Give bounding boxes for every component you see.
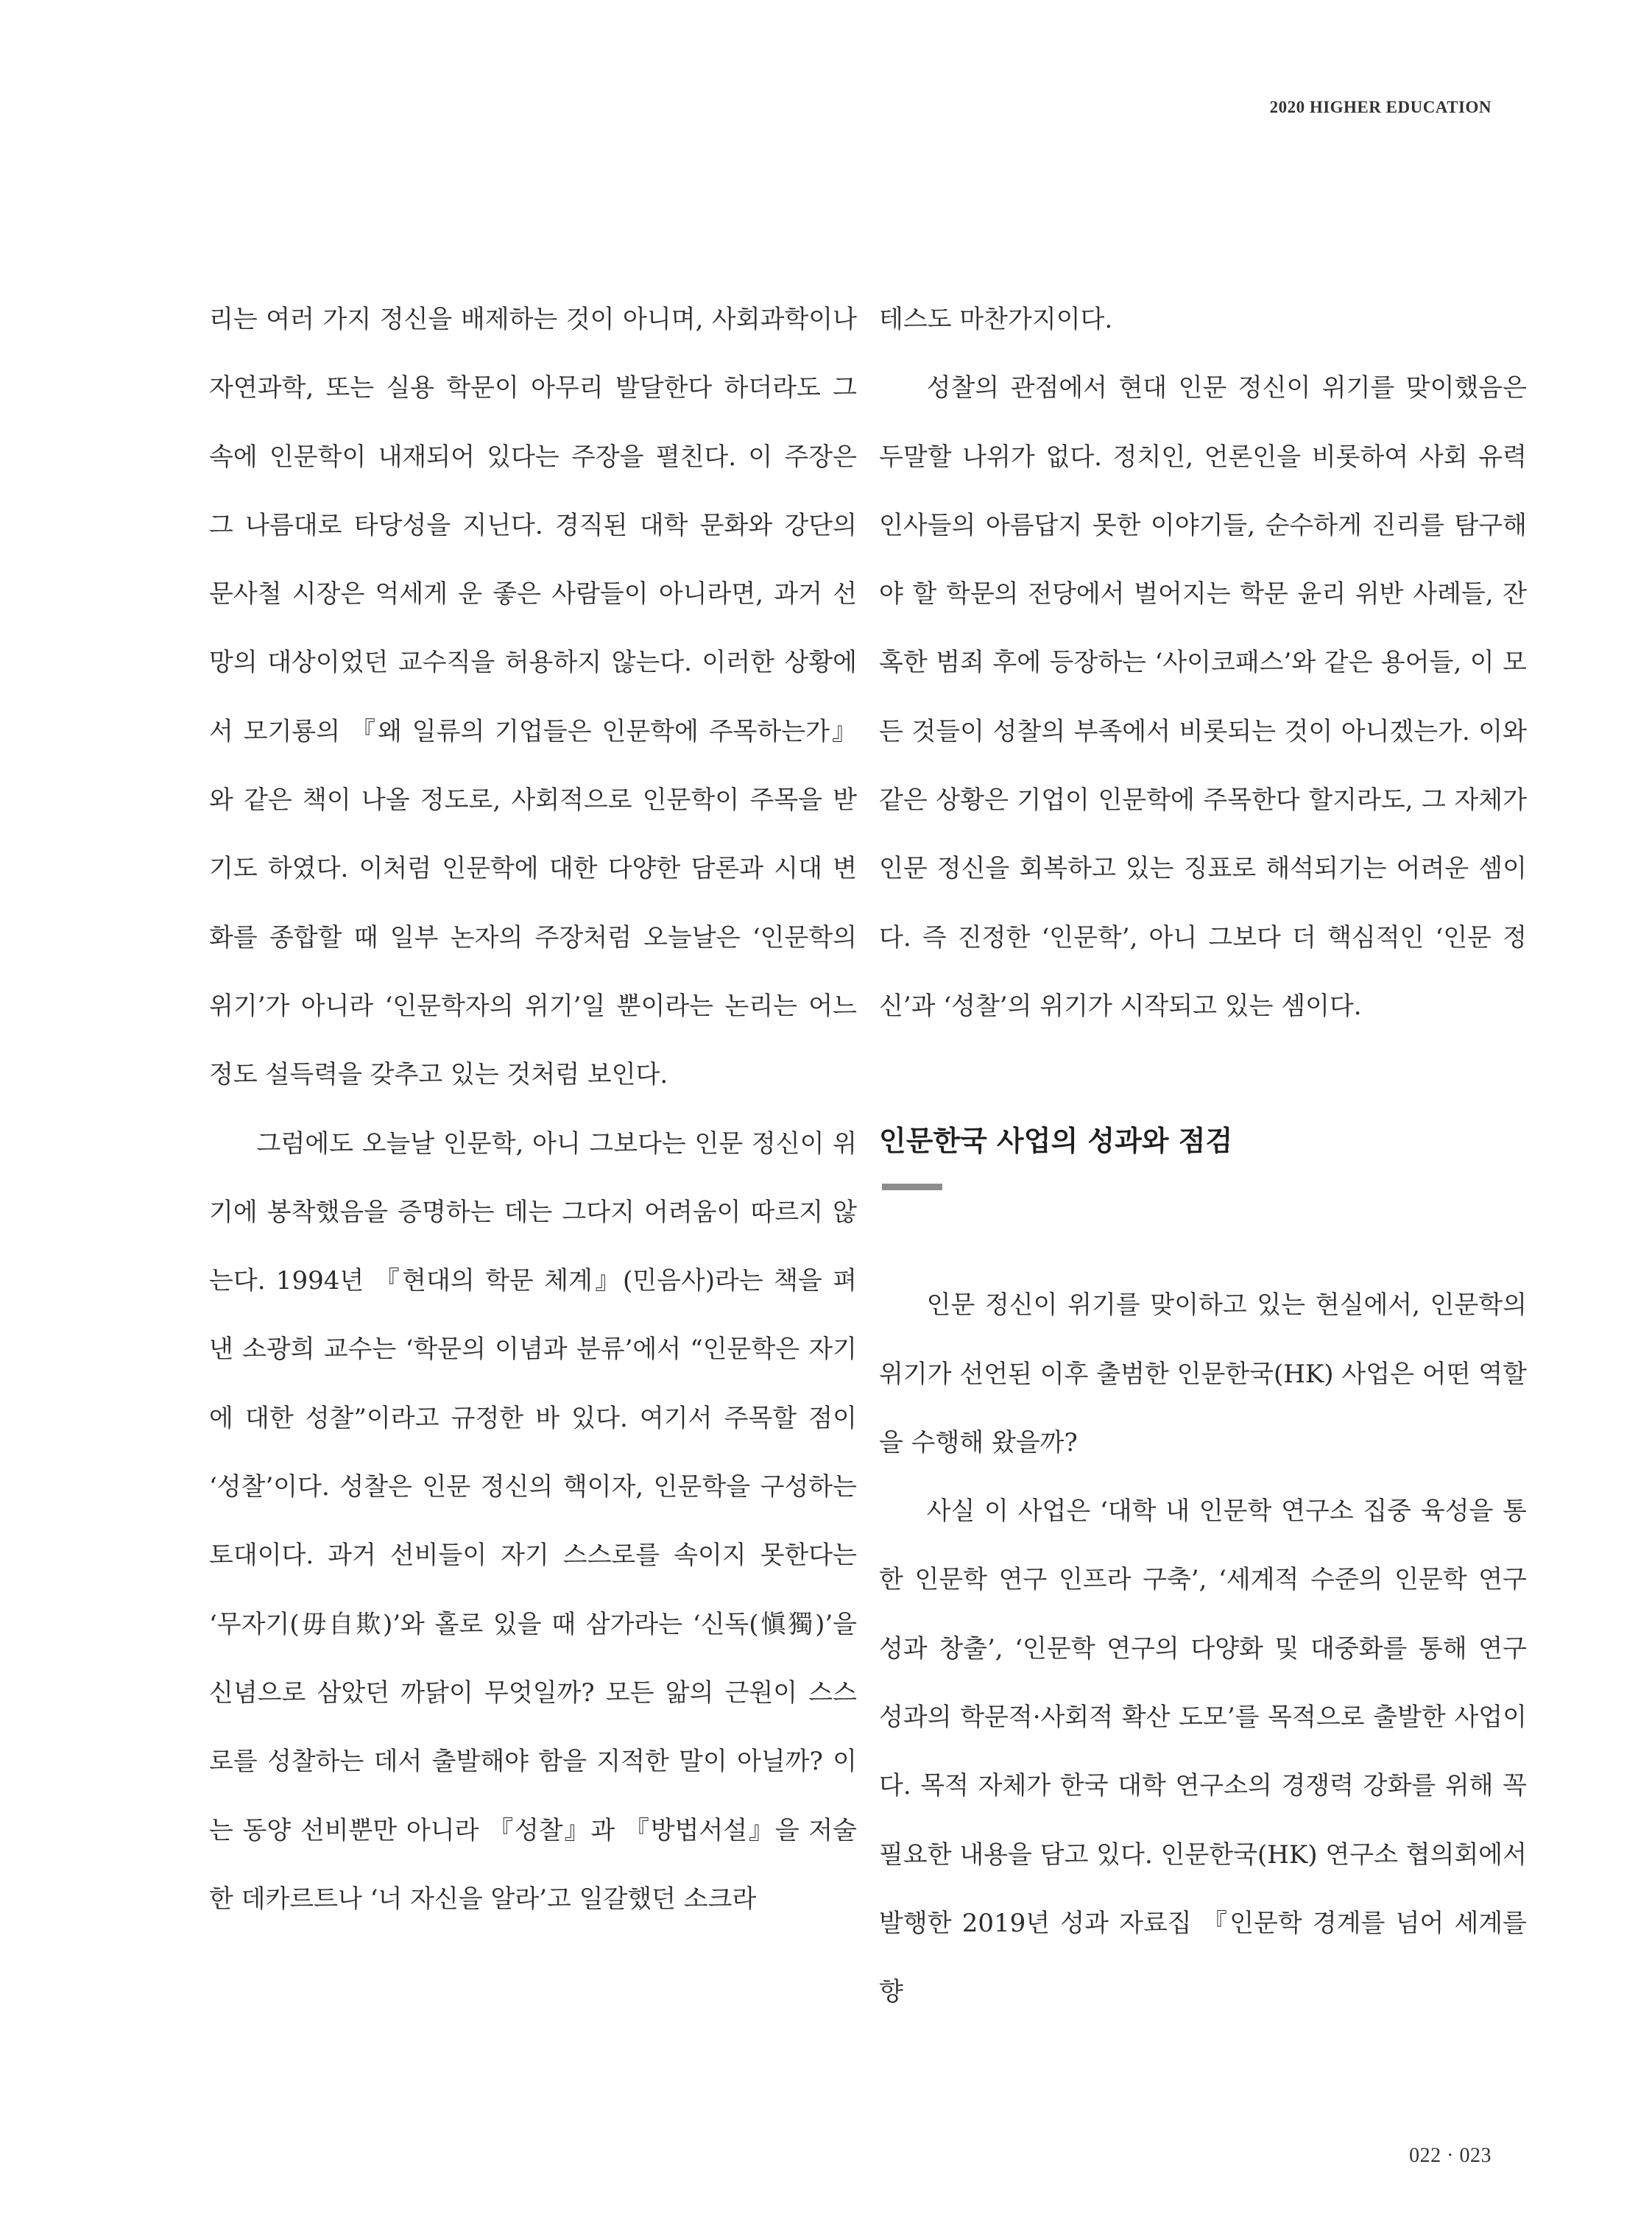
- body-paragraph: 테스도 마찬가지이다.: [879, 305, 1113, 334]
- left-text-column: [209, 286, 857, 1934]
- body-paragraph: 성찰의 관점에서 현대 인문 정신이 위기를 맞이했음은 두말할 나위가 없다. 정치인, 언론인을 비롯하여 사회 유력 인사들의 아름답지 못한 이야기들, 순수하게 진리를 탐구해야 할 학문의 전당에서 벌어지는 학문 윤리 위반 사례들, 잔혹한 범죄 후에 등장하는 ‘사이코패스’와 같은 용어들, 이 모든 것들이 성찰의 부족에서 비롯되는 것이 아니겠는가. 이와 같은 상황은 기업이 인문학에 주목한다 할지라도, 그 자체가 인문 정신을 회복하고 있는 징표로 해석되기는 어려운 셈이다. 즉 진정한 ‘인문학’, 아니 그보다 더 핵심적인 ‘인문 정신’과 ‘성찰’의 위기가 시작되고 있는 셈이다.: [879, 373, 1527, 1021]
- right-text-column: [879, 286, 1527, 2027]
- body-paragraph: 사실 이 사업은 ‘대학 내 인문학 연구소 집중 육성을 통한 인문학 연구 인프라 구축’, ‘세계적 수준의 인문학 연구 성과 창출’, ‘인문학 연구의 다양화 및 대중화를 통해 연구 성과의 학문적·사회적 확산 도모’를 목적으로 출발한 사업이다. 목적 자체가 한국 대학 연구소의 경쟁력 강화를 위해 꼭 필요한 내용을 담고 있다. 인문한국(HK) 연구소 협의회에서 발행한 2019년 성과 자료집 『인문학 경계를 넘어 세계를 향: [879, 1496, 1527, 2007]
- body-paragraph: 인문 정신이 위기를 맞이하고 있는 현실에서, 인문학의 위기가 선언된 이후 출범한 인문한국(HK) 사업은 어떤 역할을 수행해 왔을까?: [879, 1290, 1527, 1457]
- page-numbers: 022 · 023: [1409, 2144, 1492, 2167]
- body-paragraph: 그럼에도 오늘날 인문학, 아니 그보다는 인문 정신이 위기에 봉착했음을 증명하는 데는 그다지 어려움이 따르지 않는다. 1994년 『현대의 학문 체계』(민음사)라는 책을 펴낸 소광희 교수는 ‘학문의 이념과 분류’에서 “인문학은 자기에 대한 성찰”이라고 규정한 바 있다. 여기서 주목할 점이 ‘성찰’이다. 성찰은 인문 정신의 핵이자, 인문학을 구성하는 토대이다. 과거 선비들이 자기 스스로를 속이지 못한다는 ‘무자기(毋自欺)’와 홀로 있을 때 삼가라는 ‘신독(愼獨)’을 신념으로 삼았던 까닭이 무엇일까? 모든 앎의 근원이 스스로를 성찰하는 데서 출발해야 함을 지적한 말이 아닐까? 이는 동양 선비뿐만 아니라 『성찰』과 『방법서설』을 저술한 데카르트나 ‘너 자신을 알라’고 일갈했던 소크라: [209, 1128, 857, 1914]
- running-header-title: 2020 HIGHER EDUCATION: [1269, 98, 1492, 116]
- heading-underline-rule: [882, 1184, 942, 1190]
- section-heading: 인문한국 사업의 성과와 점검: [879, 1125, 1233, 1158]
- body-paragraph: 리는 여러 가지 정신을 배제하는 것이 아니며, 사회과학이나 자연과학, 또는 실용 학문이 아무리 발달한다 하더라도 그 속에 인문학이 내재되어 있다는 주장을 펼친다. 이 주장은 그 나름대로 타당성을 지닌다. 경직된 대학 문화와 강단의 문사철 시장은 억세게 운 좋은 사람들이 아니라면, 과거 선망의 대상이었던 교수직을 허용하지 않는다. 이러한 상황에서 모기룡의 『왜 일류의 기업들은 인문학에 주목하는가』와 같은 책이 나올 정도로, 사회적으로 인문학이 주목을 받기도 하였다. 이처럼 인문학에 대한 다양한 담론과 시대 변화를 종합할 때 일부 논자의 주장처럼 오늘날은 ‘인문학의 위기’가 아니라 ‘인문학자의 위기’일 뿐이라는 논리는 어느 정도 설득력을 갖추고 있는 것처럼 보인다.: [209, 305, 857, 1090]
